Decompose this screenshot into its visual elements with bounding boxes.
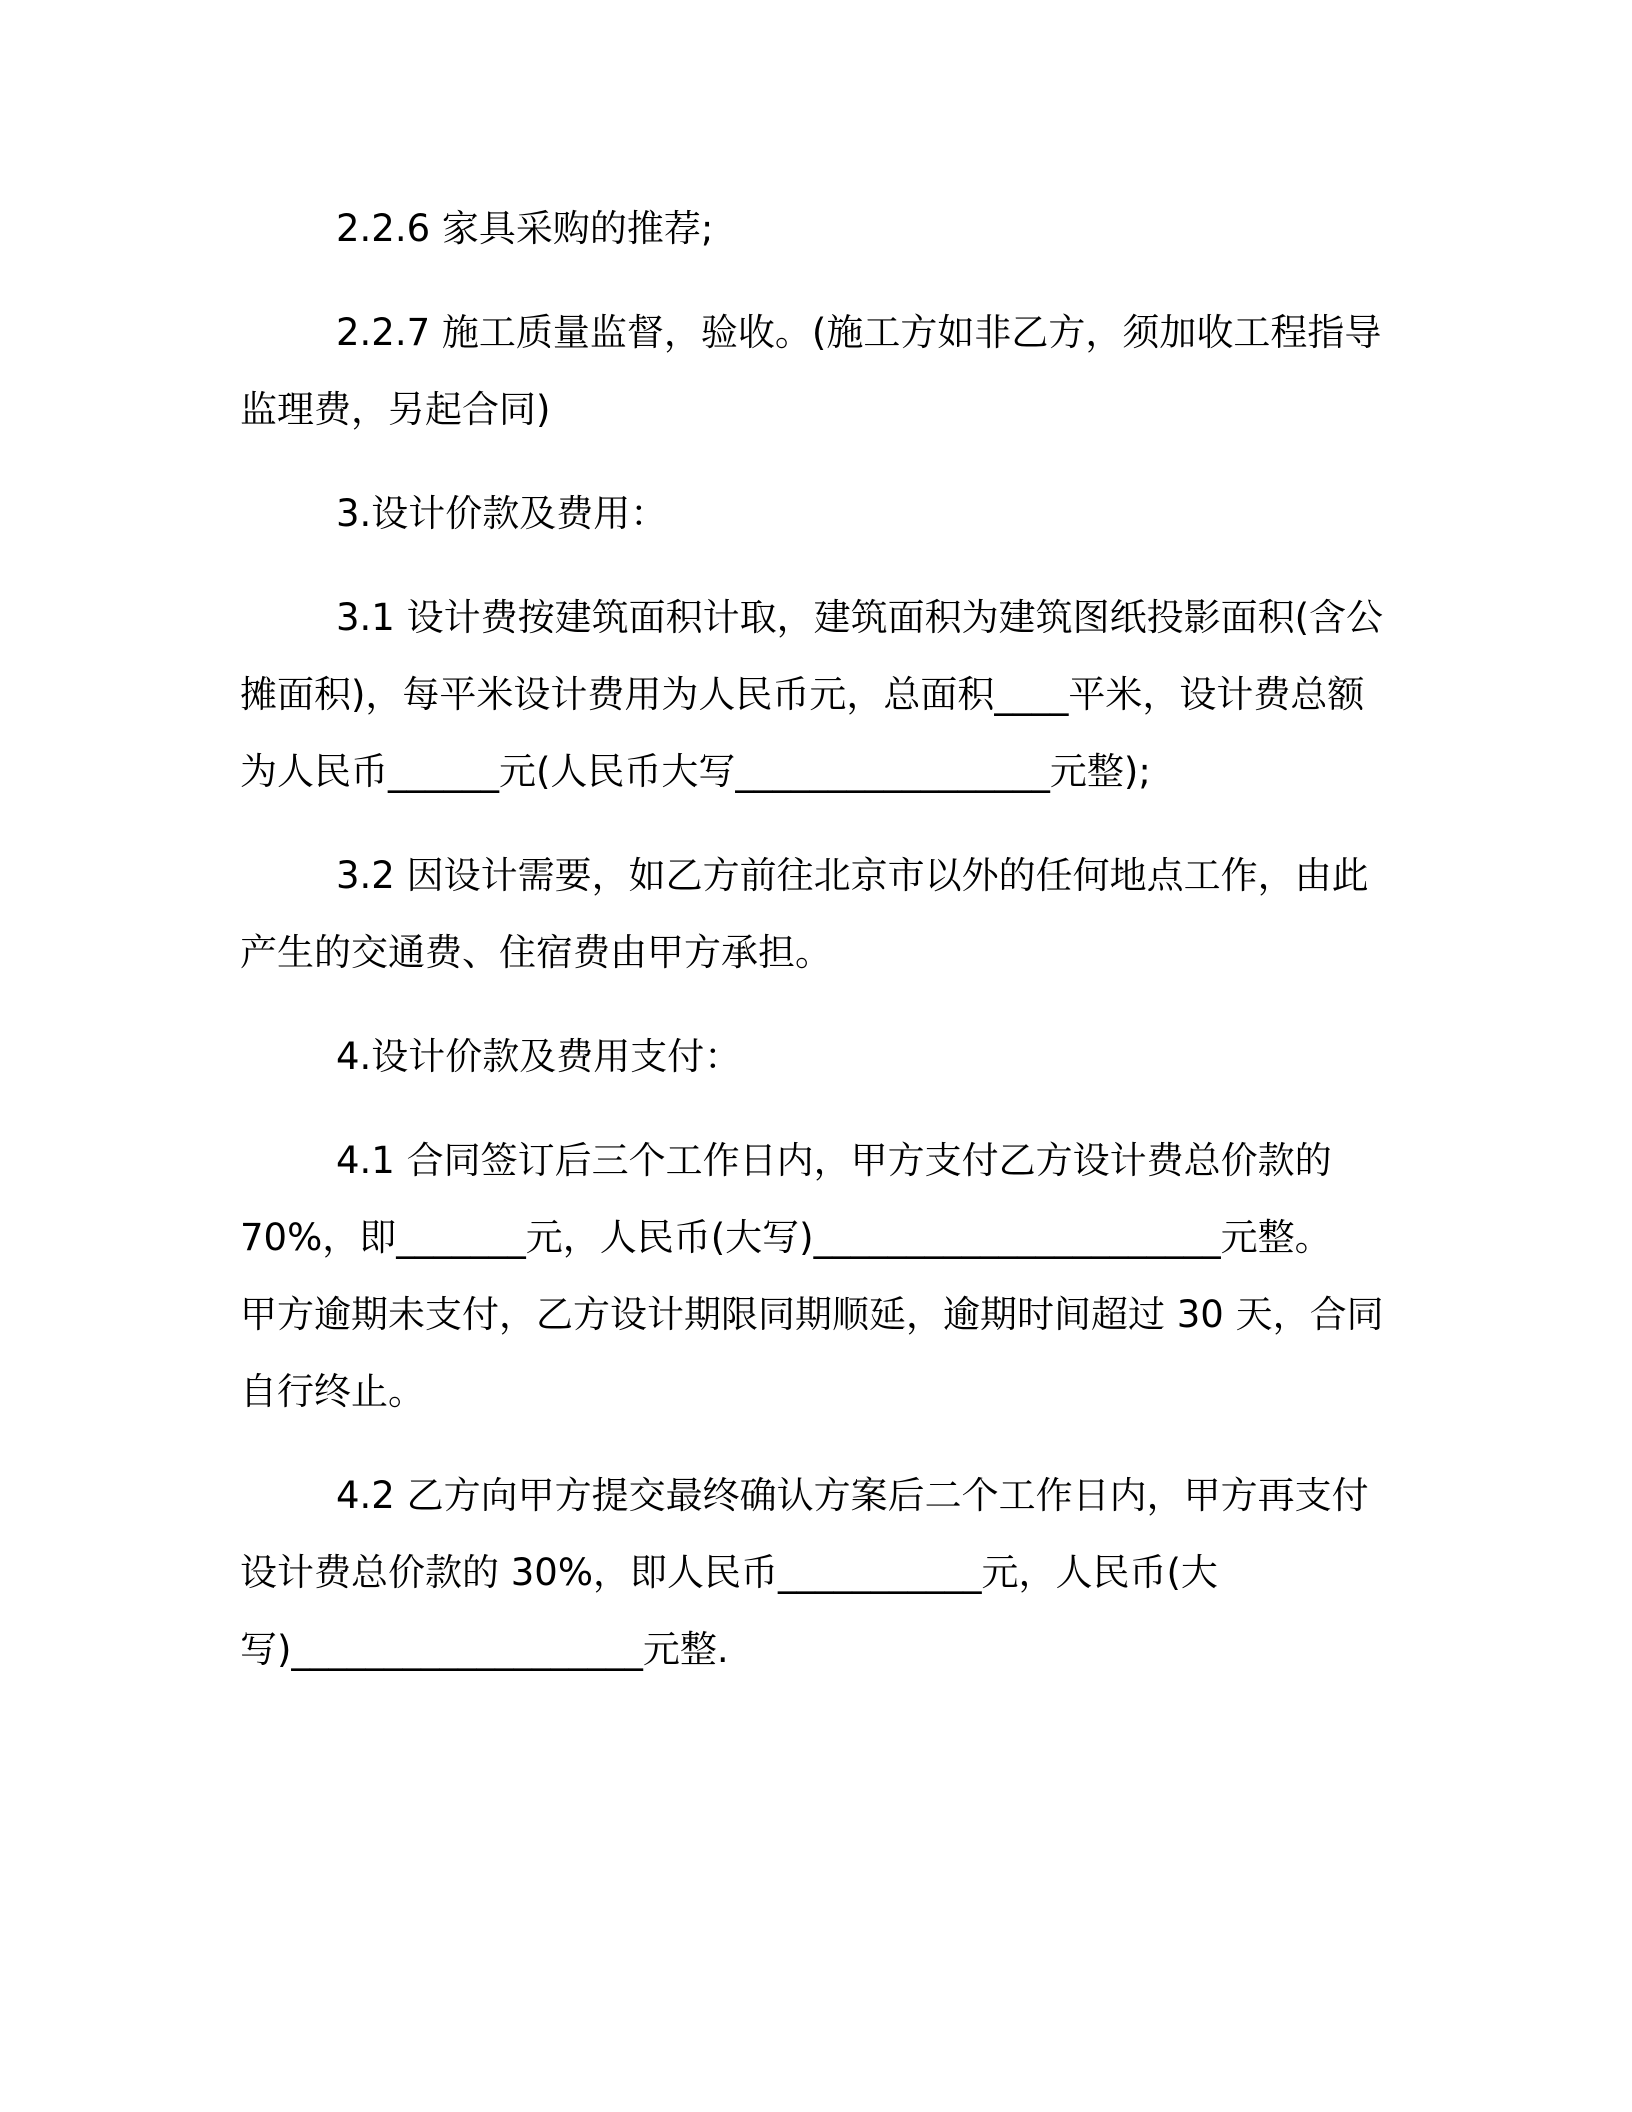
- clause-line: 为人民币______元(人民币大写_________________元整);: [240, 750, 1151, 793]
- clause-line: 摊面积)，每平米设计费用为人民币元，总面积____平米，设计费总额: [240, 673, 1365, 716]
- clause-3-2: [240, 837, 1390, 991]
- clause-2-2-7: [240, 294, 1390, 448]
- clause-4-2: [240, 1457, 1390, 1688]
- clause-line: 甲方逾期未支付，乙方设计期限同期顺延，逾期时间超过 30 天，合同: [240, 1293, 1384, 1336]
- clause-line: 70%，即_______元，人民币(大写)______________________元整。: [240, 1216, 1332, 1259]
- clause-line: 3.1 设计费按建筑面积计取，建筑面积为建筑图纸投影面积(含公: [336, 596, 1384, 639]
- clause-line: 写)___________________元整.: [240, 1628, 729, 1671]
- clause-line: 设计费总价款的 30%，即人民币___________元，人民币(大: [240, 1551, 1218, 1594]
- clause-2-2-6: [240, 190, 1390, 267]
- clause-line: 自行终止。: [240, 1370, 425, 1413]
- section-3-heading: [240, 475, 1390, 552]
- section-4-heading: [240, 1018, 1390, 1095]
- document-page: [240, 190, 1390, 1715]
- clause-4-1: [240, 1122, 1390, 1430]
- clause-line: 2.2.6 家具采购的推荐;: [336, 207, 714, 250]
- section-heading: 3.设计价款及费用：: [336, 492, 668, 535]
- clause-line: 4.1 合同签订后三个工作日内，甲方支付乙方设计费总价款的: [336, 1139, 1332, 1182]
- section-heading: 4.设计价款及费用支付：: [336, 1035, 742, 1078]
- clause-line: 4.2 乙方向甲方提交最终确认方案后二个工作日内，甲方再支付: [336, 1474, 1369, 1517]
- clause-line: 监理费，另起合同): [240, 388, 551, 431]
- clause-3-1: [240, 579, 1390, 810]
- clause-line: 2.2.7 施工质量监督，验收。(施工方如非乙方，须加收工程指导: [336, 311, 1382, 354]
- clause-line: 3.2 因设计需要，如乙方前往北京市以外的任何地点工作，由此: [336, 854, 1369, 897]
- clause-line: 产生的交通费、住宿费由甲方承担。: [240, 931, 832, 974]
